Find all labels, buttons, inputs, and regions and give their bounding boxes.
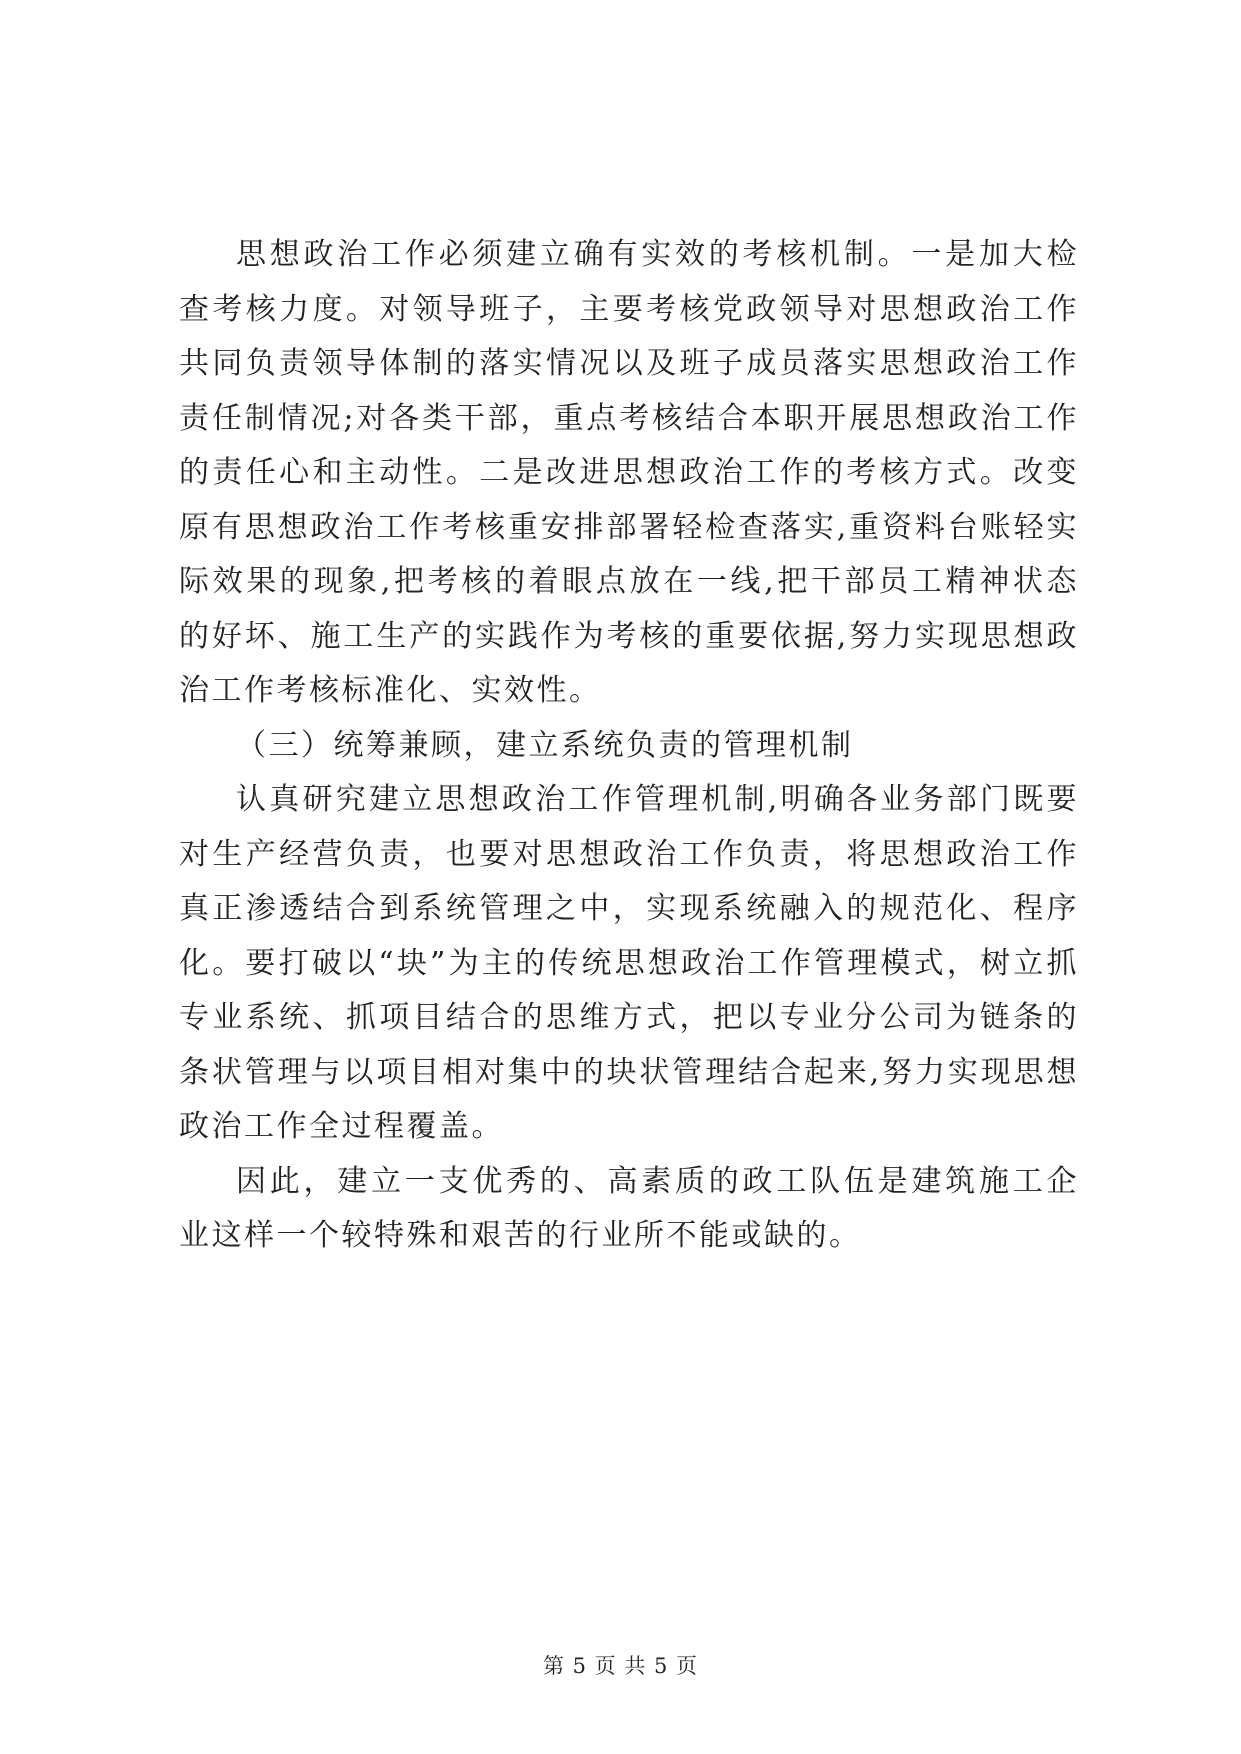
paragraph-management-mechanism: 认真研究建立思想政治工作管理机制,明确各业务部门既要对生产经营负责，也要对思想政治工作负责，将思想政治工作真正渗透结合到系统管理之中，实现系统融入的规范化、程序化。要打破以“块”为主的传统思想政治工作管理模式，树立抓专业系统、抓项目结合的思维方式，把以专业分公司为链条的条状管理与以项目相对集中的块状管理结合起来,努力实现思想政治工作全过程覆盖。 <box>179 782 1079 1144</box>
document-body <box>179 228 1079 1264</box>
page-number-footer: 第 5 页 共 5 页 <box>542 1654 699 1678</box>
paragraph-assessment-mechanism: 思想政治工作必须建立确有实效的考核机制。一是加大检查考核力度。对领导班子，主要考核党政领导对思想政治工作共同负责领导体制的落实情况以及班子成员落实思想政治工作责任制情况;对各类干部，重点考核结合本职开展思想政治工作的责任心和主动性。二是改进思想政治工作的考核方式。改变原有思想政治工作考核重安排部署轻检查落实,重资料台账轻实际效果的现象,把考核的着眼点放在一线,把干部员工精神状态的好坏、施工生产的实践作为考核的重要依据,努力实现思想政治工作考核标准化、实效性。 <box>179 237 1079 708</box>
paragraph-conclusion: 因此，建立一支优秀的、高素质的政工队伍是建筑施工企业这样一个较特殊和艰苦的行业所不能或缺的。 <box>179 1163 1079 1253</box>
section-heading-3: （三）统筹兼顾，建立系统负责的管理机制 <box>236 727 854 763</box>
